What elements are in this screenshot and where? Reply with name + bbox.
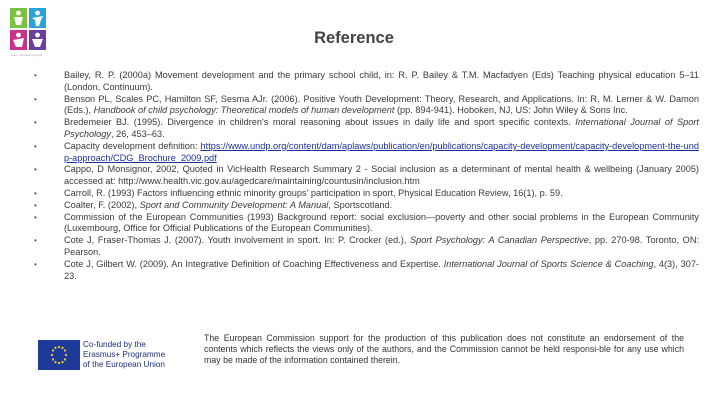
eu-funding-logo bbox=[38, 340, 170, 372]
eu-text-line1: Co-funded by the bbox=[83, 340, 146, 349]
bullet-icon: • bbox=[34, 165, 37, 175]
reference-list bbox=[34, 70, 699, 282]
eu-text-line3: of the European Union bbox=[83, 360, 165, 369]
reference-italic-text: Sport and Community Development: A Manual bbox=[139, 199, 329, 210]
reference-link[interactable]: https://www.undp.org/content/dam/aplaws/publication/en/publications/capacity-development/capacity-development-the-undp-approach/CDG_Brochure_2009.pdf bbox=[64, 140, 699, 163]
bullet-icon: • bbox=[34, 259, 37, 269]
bullet-icon: • bbox=[34, 236, 37, 246]
reference-text: Cote J, Fraser-Thomas J. (2007). Youth involvement in sport. In: P. Crocker (ed.), bbox=[64, 235, 410, 246]
reference-item bbox=[34, 200, 699, 212]
reference-text: , 4(3), 307-23. bbox=[64, 258, 699, 281]
bullet-icon: • bbox=[34, 94, 37, 104]
reference-text: Cappo, D Monsignor, 2002, Quoted in VicHealth Research Summary 2 - Social inclusion as a determinant of mental health & wellbeing (January 2005) accessed at: http://www.health.vic.gov.au/agedcare/maintaining/countusin/inclusion.htm bbox=[64, 164, 699, 187]
reference-text: , Sportscotland. bbox=[328, 199, 393, 210]
bullet-icon: • bbox=[34, 141, 37, 151]
reference-text: Cote J, Gilbert W. (2009). An Integrative Definition of Coaching Effectiveness and Expertise. bbox=[64, 258, 444, 269]
reference-item bbox=[34, 212, 699, 236]
reference-text: Commission of the European Communities (1993) Background report: social exclusion—poverty and other social problems in the European Community (Luxembourg, Office for Official Publications of the European Communities). bbox=[64, 211, 699, 234]
reference-item bbox=[34, 235, 699, 259]
reference-text: Bredemeier BJ. (1995). Divergence in children's moral reasoning about issues in daily life and sport specific contexts. bbox=[64, 117, 576, 128]
reference-italic-text: International Journal of Sports Science & Coaching bbox=[443, 258, 654, 269]
eu-text-line2: Erasmus+ Programme bbox=[83, 350, 166, 359]
logo-caption: sport inclusion project bbox=[11, 53, 43, 57]
bullet-icon: • bbox=[34, 71, 37, 80]
reference-item bbox=[34, 117, 699, 141]
reference-item bbox=[34, 94, 699, 118]
reference-text: , 26, 453–63. bbox=[110, 128, 165, 139]
bullet-icon: • bbox=[34, 200, 37, 210]
reference-item bbox=[34, 70, 699, 94]
reference-item bbox=[34, 188, 699, 200]
reference-text: Bailey, R. P. (2000a) Movement development and the primary school child, in: R. P. Bailey & T.M. Macfadyen (Eds) Teaching physical education 5–11 (London, Continuum). bbox=[64, 70, 699, 92]
page-title: Reference bbox=[314, 29, 394, 47]
reference-item bbox=[34, 164, 699, 188]
reference-item bbox=[34, 259, 699, 283]
eu-flag-icon bbox=[38, 340, 80, 370]
reference-text: (pp. 894-941). Hoboken, NJ, US: John Wiley & Sons Inc. bbox=[394, 105, 628, 116]
reference-text: Coalter, F. (2002), bbox=[64, 199, 140, 210]
bullet-icon: • bbox=[34, 212, 37, 222]
reference-italic-text: Handbook of child psychology: Theoretical models of human development bbox=[93, 105, 395, 116]
reference-italic-text: Sport Psychology: A Canadian Perspective bbox=[410, 235, 589, 246]
bullet-icon: • bbox=[34, 118, 37, 128]
reference-item bbox=[34, 141, 699, 165]
reference-text: Carroll, R. (1993) Factors influencing ethnic minority groups' participation in sport, Physical Education Review, 16(1), p. 59. bbox=[64, 187, 563, 198]
bullet-icon: • bbox=[34, 188, 37, 198]
eu-disclaimer: The European Commission support for the production of this publication does not constitute an endorsement of the contents which reflects the views only of the authors, and the Commission cannot be held responsi-ble for any use which may be made of the information contained therein. bbox=[204, 333, 684, 365]
reference-text: Benson PL, Scales PC, Hamilton SF, Sesma AJr. (2006). Positive Youth Development: Theory, Research, and Applications. In: R. M. Lerner & W. Damon (Eds.), bbox=[64, 93, 699, 116]
reference-italic-text: International Journal of Sport Psychology bbox=[64, 117, 699, 139]
reference-text: , pp. 270-98. Toronto, ON: Pearson. bbox=[64, 235, 700, 257]
eu-funding-text bbox=[83, 340, 165, 370]
reference-text: Capacity development definition: bbox=[64, 140, 201, 151]
